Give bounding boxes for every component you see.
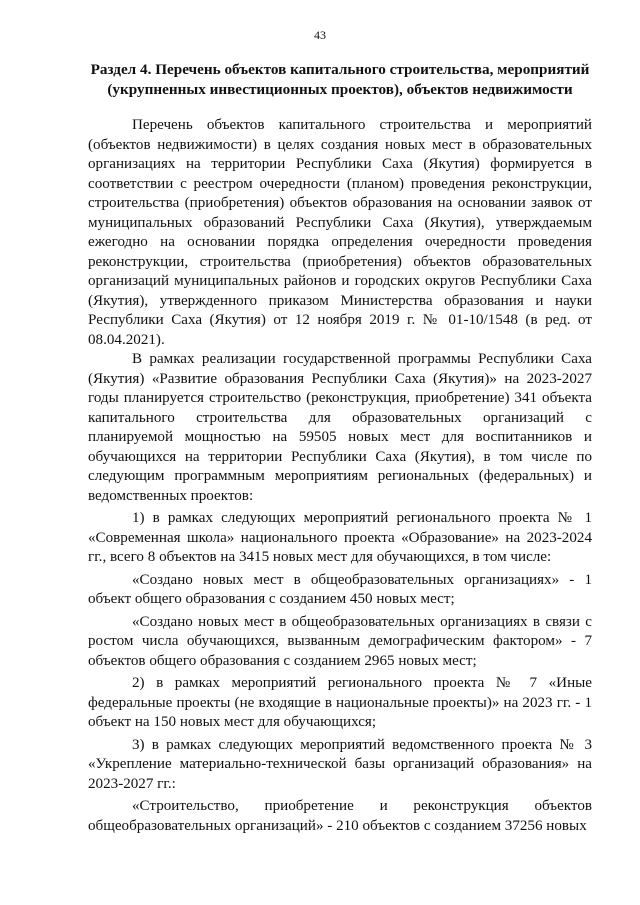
paragraph-subitem-3: «Строительство, приобретение и реконструкция объектов общеобразовательных организаций» - 210 объектов с созданием 37256 новых [88,798,592,834]
paragraph-subitem-2: «Создано новых мест в общеобразовательных организациях в связи с ростом числа обучающихся, вызванным демографическим фактором» - 7 объектов общего образования с созданием 2965 новых мест; [88,613,592,669]
paragraph-item-2: 2) в рамках мероприятий регионального проекта № 7 «Иные федеральные проекты (не входящие в национальные проекты)» на 2023 гг. - 1 объект на 150 новых мест для обучающихся; [88,675,592,730]
paragraph-item-3: 3) в рамках следующих мероприятий ведомственного проекта № 3 «Укрепление материально-технической базы организаций образования» на 2023-2027 гг.: [88,736,592,792]
document-body [88,116,592,836]
paragraph-item-1: 1) в рамках следующих мероприятий регионального проекта № 1 «Современная школа» национального проекта «Образование» на 2023-2024 гг., всего 8 объектов на 3415 новых мест для обучающихся, в том числе: [88,510,592,565]
paragraph-subitem-1: «Создано новых мест в общеобразовательных организациях» - 1 объект общего образования с созданием 450 новых мест; [88,571,592,607]
paragraph-intro: Перечень объектов капитального строительства и мероприятий (объектов недвижимости) в целях создания новых мест в образовательных организациях на территории Республики Саха (Якутия) формируется в соответствии с реестром очередности (планом) проведения реконструкции, строительства (приобретения) объектов образования на основании заявок от муниципальных образований Республики Саха (Якутия), утверждаемым ежегодно на основании порядка определения очередности проведения реконструкции, строительства (приобретения) объектов образовательных организаций муниципальных районов и городских округов Республики Саха (Якутия), утвержденного приказом Министерства образования и науки Республики Саха (Якутия) от 12 ноября 2019 г. № 01-10/1548 (в ред. от 08.04.2021). [88,117,592,348]
section-title-line-1: Раздел 4. Перечень объектов капитального строительства, мероприятий [90,61,590,78]
page-number: 43 [314,28,326,42]
section-title [88,60,592,99]
section-title-line-2: (укрупненных инвестиционных проектов), объектов недвижимости [107,80,573,98]
paragraph-program: В рамках реализации государственной программы Республики Саха (Якутия) «Развитие образования Республики Саха (Якутия)» на 2023-2027 годы планируется строительство (реконструкция, приобретение) 341 объекта капитального строительства для образовательных организаций с планируемой мощностью на 59505 новых мест для воспитанников и обучающихся на территории Республики Саха (Якутия), в том числе по следующим программным мероприятиям региональных (федеральных) и ведомственных проектов: [88,351,592,504]
